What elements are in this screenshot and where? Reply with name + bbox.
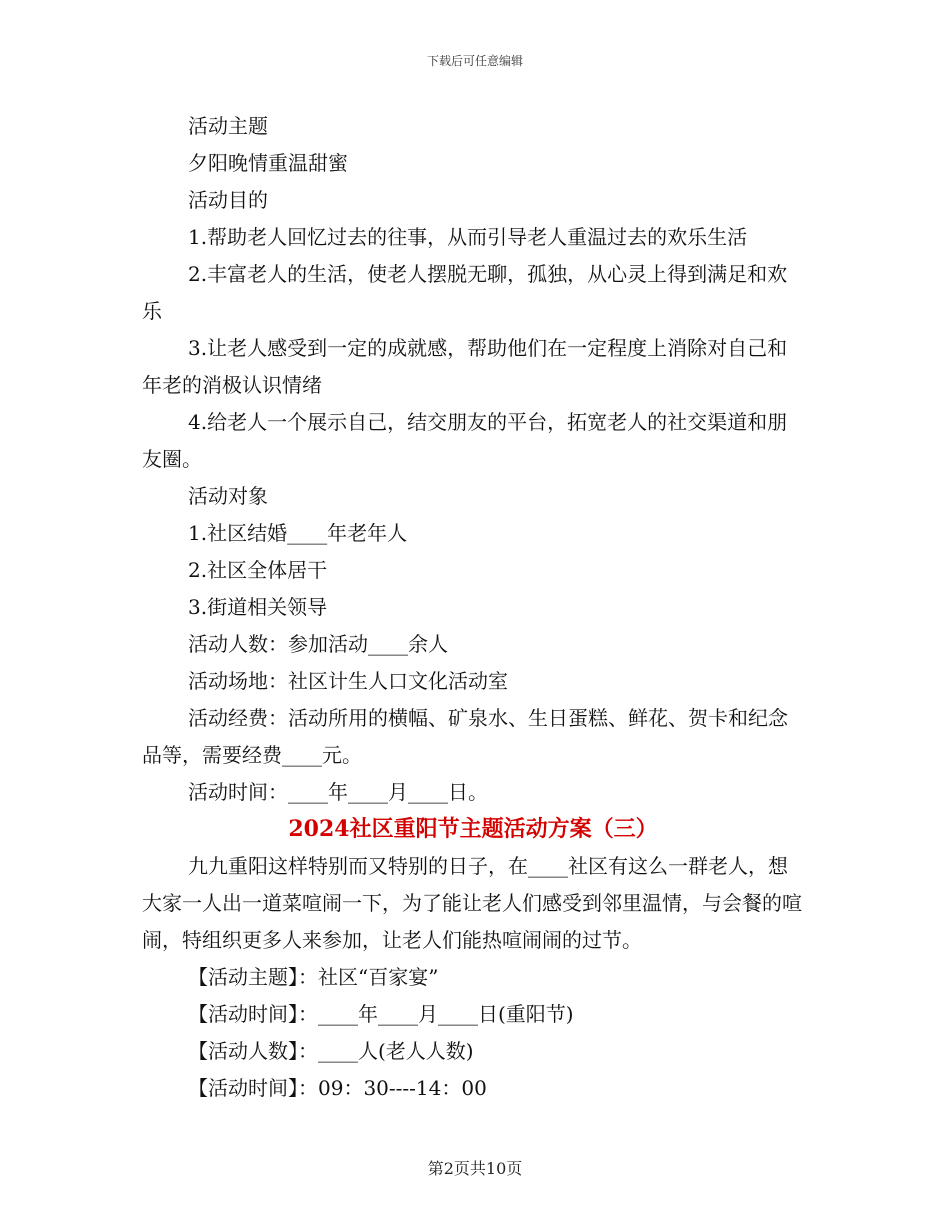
paragraph: 2.社区全体居干 <box>188 558 328 582</box>
section-title: 2024社区重阳节主题活动方案（三） <box>288 816 658 842</box>
paragraph: 【活动人数】：____人(老人人数) <box>188 1039 474 1063</box>
paragraph: 活动场地：社区计生人口文化活动室 <box>188 669 508 693</box>
paragraph: 1.社区结婚____年老年人 <box>188 521 408 545</box>
paragraph: 【活动主题】：社区“百家宴” <box>188 965 439 989</box>
paragraph: 夕阳晚情重温甜蜜 <box>188 151 348 175</box>
paragraph: 活动人数：参加活动____余人 <box>188 632 448 656</box>
paragraph: 3.街道相关领导 <box>188 595 328 619</box>
paragraph: 活动主题 <box>188 114 268 138</box>
paragraph: 活动目的 <box>188 188 268 212</box>
page-header: 下载后可任意编辑 <box>426 54 523 68</box>
paragraph: 2.丰富老人的生活，使老人摆脱无聊，孤独，从心灵上得到满足和欢乐 <box>142 262 788 323</box>
paragraph: 1.帮助老人回忆过去的往事，从而引导老人重温过去的欢乐生活 <box>188 225 748 249</box>
paragraph: 3.让老人感受到一定的成就感，帮助他们在一定程度上消除对自己和年老的消极认识情绪 <box>142 336 788 397</box>
paragraph: 九九重阳这样特别而又特别的日子，在____社区有这么一群老人，想大家一人出一道菜喧闹一下，为了能让老人们感受到邻里温情，与会餐的喧闹，特组织更多人来参加，让老人们能热喧闹闹的过节。 <box>142 854 802 952</box>
paragraph: 【活动时间】：____年____月____日(重阳节) <box>188 1002 574 1026</box>
paragraph: 活动经费：活动所用的横幅、矿泉水、生日蛋糕、鲜花、贺卡和纪念品等，需要经费____元。 <box>142 706 788 767</box>
paragraph: 【活动时间】：09：30----14：00 <box>188 1076 487 1100</box>
page-footer: 第2页共10页 <box>427 1159 523 1178</box>
document-body <box>142 108 804 1107</box>
paragraph: 4.给老人一个展示自己，结交朋友的平台，拓宽老人的社交渠道和朋友圈。 <box>142 410 788 471</box>
paragraph: 活动时间：____年____月____日。 <box>188 780 488 804</box>
paragraph: 活动对象 <box>188 484 268 508</box>
